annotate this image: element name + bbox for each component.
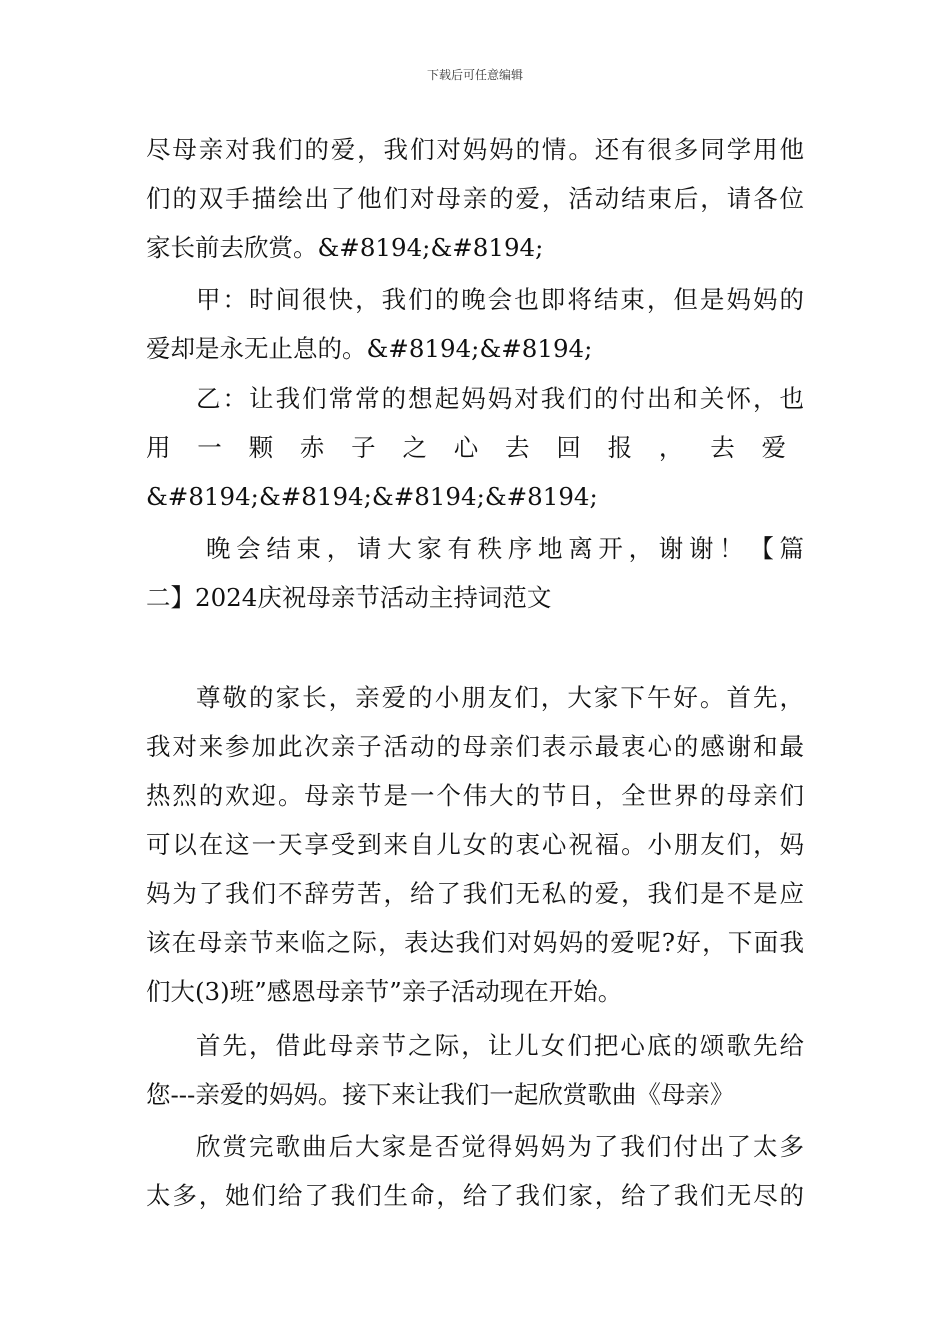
- text-line: 尊敬的家长，亲爱的小朋友们，大家下午好。首先，: [196, 683, 804, 712]
- text-line: 您---亲爱的妈妈。接下来让我们一起欣赏歌曲《母亲》: [146, 1080, 735, 1109]
- text-line: &#8194;&#8194;&#8194;&#8194;: [146, 482, 598, 511]
- text-line: 妈为了我们不辞劳苦，给了我们无私的爱，我们是不是应: [146, 879, 804, 908]
- text-line: 该在母亲节来临之际，表达我们对妈妈的爱呢?好，下面我: [146, 928, 804, 957]
- text-line: 们的双手描绘出了他们对母亲的爱，活动结束后，请各位: [146, 184, 804, 213]
- text-line: 太多，她们给了我们生命，给了我们家，给了我们无尽的: [146, 1181, 804, 1210]
- text-line: 晚会结束，请大家有秩序地离开，谢谢！【篇: [206, 534, 804, 563]
- text-line: 尽母亲对我们的爱，我们对妈妈的情。还有很多同学用他: [146, 135, 804, 164]
- text-line: 甲：时间很快，我们的晚会也即将结束，但是妈妈的: [196, 285, 804, 314]
- text-line: 我对来参加此次亲子活动的母亲们表示最衷心的感谢和最: [146, 732, 804, 761]
- text-line: 可以在这一天享受到来自儿女的衷心祝福。小朋友们，妈: [146, 830, 804, 859]
- text-line: 爱却是永无止息的。&#8194;&#8194;: [146, 334, 593, 363]
- text-line: 热烈的欢迎。母亲节是一个伟大的节日，全世界的母亲们: [146, 781, 804, 810]
- text-line: 乙：让我们常常的想起妈妈对我们的付出和关怀，也: [196, 384, 804, 413]
- text-line: 欣赏完歌曲后大家是否觉得妈妈为了我们付出了太多: [196, 1132, 804, 1161]
- text-line: 家长前去欣赏。&#8194;&#8194;: [146, 233, 544, 262]
- text-line: 二】2024庆祝母亲节活动主持词范文: [146, 583, 552, 612]
- page-header: 下载后可任意编辑: [426, 68, 523, 82]
- text-line: 用一颗赤子之心去回报，去爱: [146, 433, 786, 462]
- text-line: 首先，借此母亲节之际，让儿女们把心底的颂歌先给: [196, 1031, 804, 1060]
- text-line: 们大(3)班”感恩母亲节”亲子活动现在开始。: [146, 977, 623, 1006]
